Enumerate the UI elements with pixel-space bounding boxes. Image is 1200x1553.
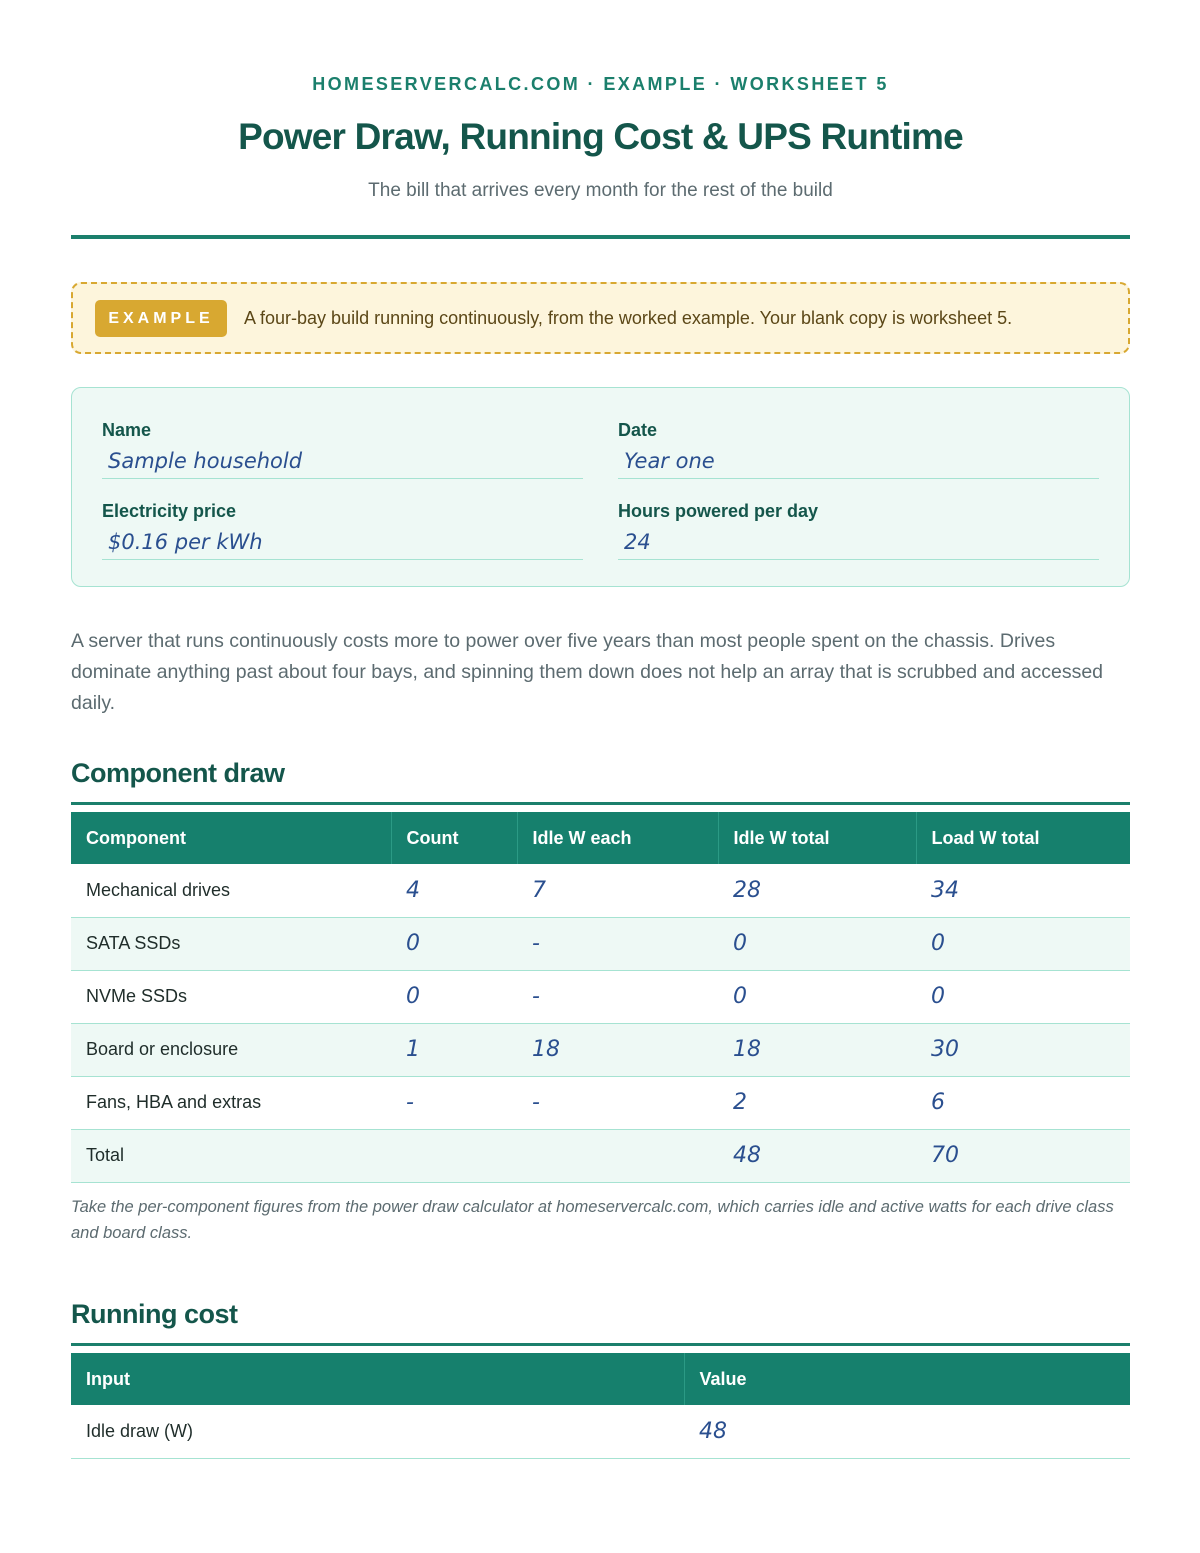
idle-each-cell[interactable]: 18 <box>517 1023 718 1076</box>
price-value[interactable]: $0.16 per kWh <box>102 526 583 560</box>
total-row <box>71 1129 1130 1182</box>
idle-each-cell[interactable]: - <box>517 1076 718 1129</box>
example-banner <box>71 282 1130 354</box>
hours-label: Hours powered per day <box>618 501 819 521</box>
column-header: Idle W each <box>517 812 718 864</box>
column-header: Value <box>684 1353 1130 1405</box>
info-fields <box>71 387 1130 587</box>
load-total-cell[interactable]: 6 <box>916 1076 1130 1129</box>
name-label: Name <box>102 420 152 440</box>
load-total-cell[interactable]: 0 <box>916 970 1130 1023</box>
value-cell[interactable]: 48 <box>684 1405 1130 1458</box>
date-field[interactable] <box>618 420 1099 479</box>
column-header: Load W total <box>916 812 1130 864</box>
load-total-cell[interactable]: 30 <box>916 1023 1130 1076</box>
component-draw-rule <box>71 802 1130 805</box>
price-field[interactable] <box>102 501 583 560</box>
running-cost-rule <box>71 1343 1130 1346</box>
component-cell: Board or enclosure <box>71 1023 391 1076</box>
date-value[interactable]: Year one <box>618 445 1099 479</box>
running-cost-table <box>71 1353 1130 1459</box>
header-rule <box>71 235 1130 239</box>
count-cell <box>391 1129 517 1182</box>
example-badge: EXAMPLE <box>95 300 227 337</box>
idle-total-cell[interactable]: 48 <box>718 1129 916 1182</box>
component-cell: Mechanical drives <box>71 864 391 917</box>
idle-total-cell[interactable]: 2 <box>718 1076 916 1129</box>
column-header: Input <box>71 1353 684 1405</box>
idle-total-cell[interactable]: 0 <box>718 917 916 970</box>
table-row <box>71 1076 1130 1129</box>
component-cell: NVMe SSDs <box>71 970 391 1023</box>
load-total-cell[interactable]: 70 <box>916 1129 1130 1182</box>
running-cost-title: Running cost <box>71 1299 238 1329</box>
count-cell[interactable]: 0 <box>391 917 517 970</box>
count-cell[interactable]: - <box>391 1076 517 1129</box>
component-cell: Total <box>71 1129 391 1182</box>
load-total-cell[interactable]: 0 <box>916 917 1130 970</box>
table-header-row <box>71 1353 1130 1405</box>
component-cell: Fans, HBA and extras <box>71 1076 391 1129</box>
idle-each-cell[interactable]: 7 <box>517 864 718 917</box>
table-row <box>71 864 1130 917</box>
component-draw-table <box>71 812 1130 1183</box>
table-row <box>71 970 1130 1023</box>
table-row <box>71 1023 1130 1076</box>
table-row <box>71 1405 1130 1458</box>
count-cell[interactable]: 4 <box>391 864 517 917</box>
table-row <box>71 917 1130 970</box>
idle-each-cell <box>517 1129 718 1182</box>
column-header: Component <box>71 812 391 864</box>
example-text: A four-bay build running continuously, from the worked example. Your blank copy is worksheet 5. <box>244 308 1013 328</box>
idle-total-cell[interactable]: 18 <box>718 1023 916 1076</box>
component-draw-title: Component draw <box>71 758 285 788</box>
hours-field[interactable] <box>618 501 1099 560</box>
idle-each-cell[interactable]: - <box>517 917 718 970</box>
idle-each-cell[interactable]: - <box>517 970 718 1023</box>
column-header: Idle W total <box>718 812 916 864</box>
count-cell[interactable]: 1 <box>391 1023 517 1076</box>
name-value[interactable]: Sample household <box>102 445 583 479</box>
intro-paragraph: A server that runs continuously costs more to power over five years than most people spent on the chassis. Drives dominate anything past about four bays, and spinning them down does not help an array that is scrubbed and accessed daily. <box>71 630 1104 714</box>
date-label: Date <box>618 420 658 440</box>
hours-value[interactable]: 24 <box>618 526 1099 560</box>
idle-total-cell[interactable]: 28 <box>718 864 916 917</box>
eyebrow: HOMESERVERCALC.COM · EXAMPLE · WORKSHEET 5 <box>312 74 889 94</box>
page-title: Power Draw, Running Cost & UPS Runtime <box>238 116 963 157</box>
component-draw-note: Take the per-component figures from the power draw calculator at homeservercalc.com, which carries idle and active watts for each drive class and board class. <box>71 1198 1114 1242</box>
load-total-cell[interactable]: 34 <box>916 864 1130 917</box>
component-cell: SATA SSDs <box>71 917 391 970</box>
input-cell: Idle draw (W) <box>71 1405 684 1458</box>
column-header: Count <box>391 812 517 864</box>
price-label: Electricity price <box>102 501 237 521</box>
idle-total-cell[interactable]: 0 <box>718 970 916 1023</box>
table-header-row <box>71 812 1130 864</box>
name-field[interactable] <box>102 420 583 479</box>
count-cell[interactable]: 0 <box>391 970 517 1023</box>
page-subtitle: The bill that arrives every month for the rest of the build <box>368 180 833 201</box>
